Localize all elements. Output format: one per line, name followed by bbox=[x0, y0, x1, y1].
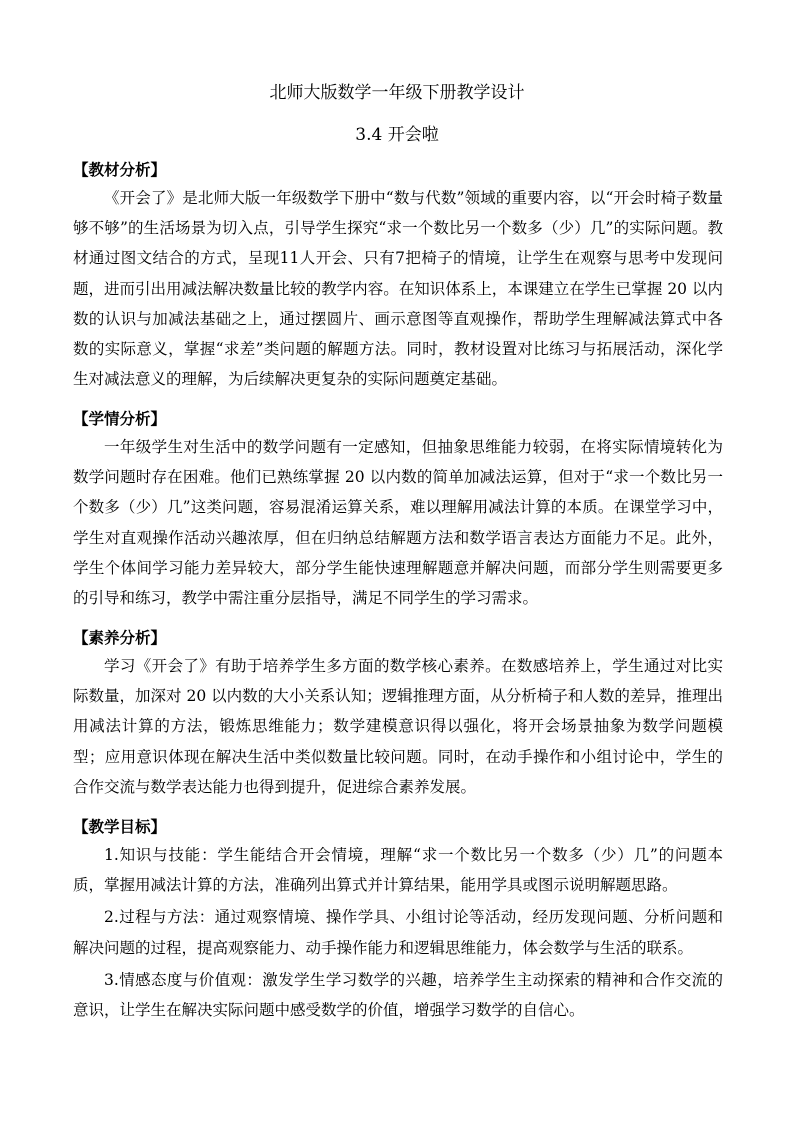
section-learner-analysis bbox=[73, 406, 723, 613]
document-title: 北师大版数学一年级下册教学设计 bbox=[269, 83, 525, 103]
paragraph: 《开会了》是北师大版一年级数学下册中“数与代数”领域的重要内容，以“开会时椅子数量够不够”的生活场景为切入点，引导学生探究“求一个数比另一个数多（少）几”的实际问题。教材通过图文结合的方式，呈现11人开会、只有7把椅子的情境，让学生在观察与思考中发现问题，进而引出用减法解决数量比较的教学内容。在知识体系上，本课建立在学生已掌握 20 以内数的认识与加减法基础之上，通过摆圆片、画示意图等直观操作，帮助学生理解减法算式中各数的实际意义，掌握“求差”类问题的解题方法。同时，教材设置对比练习与拓展活动，深化学生对减法意义的理解，为后续解决更复杂的实际问题奠定基础。 bbox=[73, 189, 723, 389]
section-textbook-analysis bbox=[73, 157, 723, 394]
section-heading: 【素养分析】 bbox=[73, 628, 167, 647]
section-heading: 【学情分析】 bbox=[73, 409, 167, 428]
objective-process-method: 2.过程与方法：通过观察情境、操作学具、小组讨论等活动，经历发现问题、分析问题和解决问题的过程，提高观察能力、动手操作能力和逻辑思维能力，体会数学与生活的联系。 bbox=[73, 908, 723, 957]
section-heading: 【教学目标】 bbox=[73, 817, 167, 836]
section-heading: 【教材分析】 bbox=[73, 160, 167, 179]
lesson-subtitle: 3.4 开会啦 bbox=[355, 125, 439, 145]
objective-knowledge-skills: 1.知识与技能：学生能结合开会情境，理解“求一个数比另一个数多（少）几”的问题本质，掌握用减法计算的方法，准确列出算式并计算结果，能用学具或图示说明解题思路。 bbox=[73, 846, 723, 895]
section-teaching-objectives bbox=[73, 814, 723, 1027]
paragraph: 一年级学生对生活中的数学问题有一定感知，但抽象思维能力较弱，在将实际情境转化为数学问题时存在困难。他们已熟练掌握 20 以内数的简单加减法运算，但对于“求一个数比另一个数多（少）几”这类问题，容易混淆运算关系，难以理解用减法计算的本质。在课堂学习中，学生对直观操作活动兴趣浓厚，但在归纳总结解题方法和数学语言表达方面能力不足。此外，学生个体间学习能力差异较大，部分学生能快速理解题意并解决问题，而部分学生则需要更多的引导和练习，教学中需注重分层指导，满足不同学生的学习需求。 bbox=[73, 438, 723, 608]
paragraph: 学习《开会了》有助于培养学生多方面的数学核心素养。在数感培养上，学生通过对比实际数量，加深对 20 以内数的大小关系认知；逻辑推理方面，从分析椅子和人数的差异，推理出用减法计算的方法，锻炼思维能力；数学建模意识得以强化，将开会场景抽象为数学问题模型；应用意识体现在解决生活中类似数量比较问题。同时，在动手操作和小组讨论中，学生的合作交流与数学表达能力也得到提升，促进综合素养发展。 bbox=[73, 657, 723, 796]
section-literacy-analysis bbox=[73, 625, 723, 802]
objective-attitude-values: 3.情感态度与价值观：激发学生学习数学的兴趣，培养学生主动探索的精神和合作交流的意识，让学生在解决实际问题中感受数学的价值，增强学习数学的自信心。 bbox=[73, 970, 723, 1020]
